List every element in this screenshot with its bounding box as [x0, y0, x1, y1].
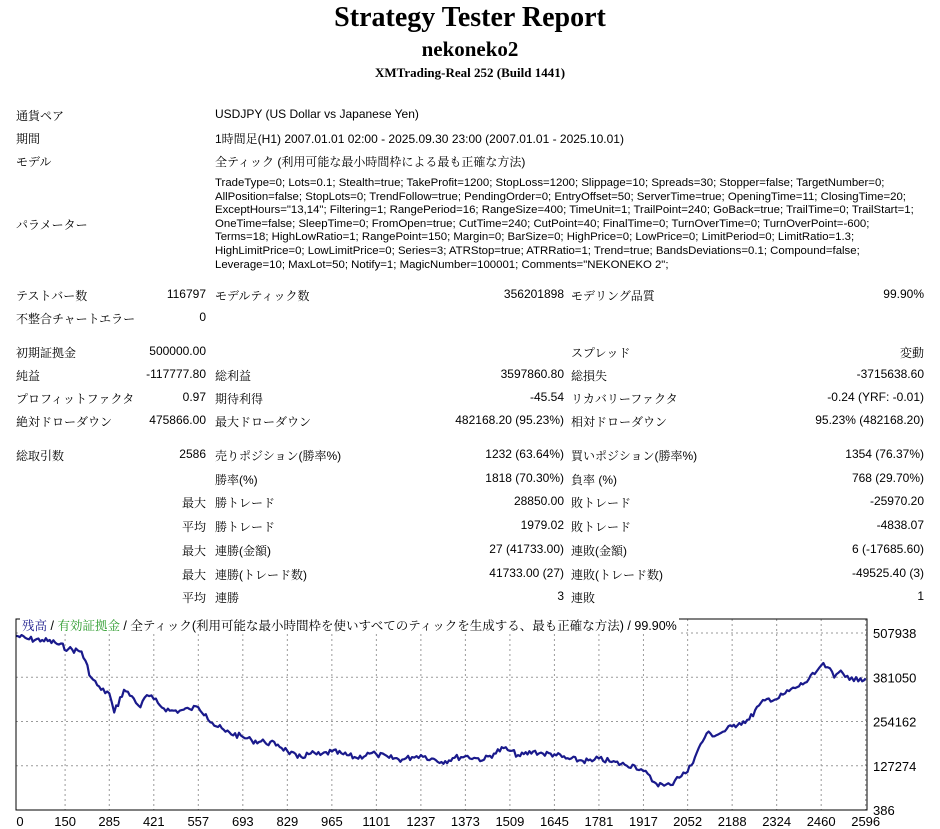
expected-payoff-value: -45.54 [529, 390, 564, 404]
legend-description: 全ティック(利用可能な最小時間枠を使いすべてのティックを生成する、最も正確な方法) / 99.90% [130, 619, 677, 633]
model-value: 全ティック (利用可能な最小時間枠による最も正確な方法) [215, 155, 526, 169]
spread-label: スプレッド [571, 346, 631, 360]
netprofit-label: 純益 [16, 369, 41, 383]
loss-trades-value: 768 (29.70%) [851, 471, 924, 485]
x-tick-label: 1645 [539, 814, 569, 829]
grossloss-value: -3715638.60 [856, 367, 924, 381]
x-tick-label: 1509 [495, 814, 525, 829]
y-tick-label: 254162 [873, 714, 917, 730]
y-tick-label: 381050 [873, 670, 917, 686]
model-label: モデル [16, 155, 52, 169]
y-tick-label: 507938 [873, 626, 917, 641]
quality-value: 99.90% [883, 287, 924, 301]
max-consecutive-prefix: 最大 [182, 544, 207, 558]
ticks-value: 356201898 [503, 287, 564, 301]
total-trades-value: 2586 [179, 447, 206, 461]
x-tick-label: 1373 [450, 814, 480, 829]
average-consecutive-prefix: 平均 [182, 591, 207, 605]
profit-trades-value: 1818 (70.30%) [485, 471, 564, 485]
parameters-value: TradeType=0; Lots=0.1; Stealth=true; TakeProfit=1200; StopLoss=1200; Slippage=10; Spreads=30; Stopper=false; TargetNumber=0; AllPosition=false; StopLots=0; TrendFollow=true; PendingOrder=0; EntryOffset=50; ServerTime=true; OpeningTime=11; ClosingTime=20; ExceptHours="13,14"; Filtering=1; RangePeriod=16; RangeSize=400; TimeUnit=1; TrailPoint=240; GoBack=true; TrailTime=0; TrailStart=1; OneTime=false; SleepTime=0; FromOpen=true; CutTime=240; CutPoint=40; FinalTime=0; TurnOverTime=0; TurnOverPoint=-600; Terms=18; HighLowRatio=1; RangePoint=150; Margin=0; BarSize=0; HighPrice=0; LowPrice=0; LimitPeriod=0; LimitRatio=1.3; HighLimitPrice=0; LowLimitPrice=0; Series=3; ATRStop=true; ATRRatio=1; Trend=true; BandsDeviations=0.1; Compound=false; Leverage=10; MaxLot=50; Notify=1; MagicNumber=100001; Comments="NEKONEKO 2"; [215, 177, 914, 271]
max-consecutive-count-prefix: 最大 [182, 568, 207, 582]
average-win-label: 勝トレード [215, 520, 276, 534]
consecutive-loss-value: -49525.40 (3) [851, 566, 924, 580]
x-tick-label: 1917 [628, 814, 658, 829]
consecutive-profit-value: 41733.00 (27) [489, 566, 564, 580]
short-positions-value: 1232 (63.64%) [485, 447, 564, 461]
expected-payoff-label: 期待利得 [215, 392, 264, 406]
largest-win-value: 28850.00 [513, 494, 564, 508]
spread-value: 変動 [899, 346, 924, 360]
consecutive-profit-label: 連勝(トレード数) [215, 568, 307, 582]
x-tick-label: 693 [231, 814, 254, 829]
balance-line [16, 635, 866, 786]
y-tick-label: 127274 [873, 758, 917, 774]
consecutive-loss-label: 連敗(トレード数) [571, 568, 663, 582]
largest-win-label: 勝トレード [215, 496, 276, 510]
x-tick-label: 2188 [717, 814, 747, 829]
mismatch-label: 不整合チャートエラー [16, 312, 136, 326]
x-tick-label: 829 [276, 814, 299, 829]
x-tick-label: 1101 [362, 814, 391, 829]
x-tick-label: 150 [54, 814, 76, 829]
x-tick-label: 285 [98, 814, 121, 829]
x-tick-label: 2596 [851, 814, 881, 829]
symbol-label: 通貨ペア [16, 109, 65, 123]
grossloss-label: 総損失 [571, 369, 608, 383]
server-info: XMTrading-Real 252 (Build 1441) [374, 65, 566, 80]
consecutive-losses-label: 連敗(金額) [571, 544, 627, 558]
x-axis-labels [16, 814, 880, 829]
recovery-label: リカバリーファクタ [571, 392, 678, 406]
x-tick-label: 1781 [584, 814, 614, 829]
expert-name: nekoneko2 [421, 37, 519, 61]
consecutive-losses-value: 6 (-17685.60) [851, 542, 924, 556]
chart-frame [16, 619, 867, 810]
x-tick-label: 2052 [673, 814, 703, 829]
x-tick-label: 965 [321, 814, 343, 829]
average-loss-label: 敗トレード [571, 520, 632, 534]
relative-dd-label: 相対ドローダウン [571, 415, 668, 429]
netprofit-value: -117777.80 [146, 367, 206, 381]
average-prefix: 平均 [182, 520, 207, 534]
grossprofit-value: 3597860.80 [500, 367, 564, 381]
absolute-dd-value: 475866.00 [149, 413, 206, 427]
quality-label: モデリング品質 [571, 289, 655, 303]
x-tick-label: 0 [16, 814, 24, 829]
largest-loss-label: 敗トレード [571, 496, 632, 510]
avg-consecutive-wins-label: 連勝 [215, 591, 240, 605]
profitfactor-value: 0.97 [182, 390, 206, 404]
recovery-value: -0.24 (YRF: -0.01) [827, 390, 924, 404]
ticks-label: モデルティック数 [215, 289, 310, 303]
avg-consecutive-wins-value: 3 [557, 589, 564, 603]
consecutive-wins-label: 連勝(金額) [215, 544, 271, 558]
x-tick-label: 2460 [806, 814, 836, 829]
mismatch-value: 0 [199, 310, 206, 324]
legend-separator: / [47, 619, 58, 633]
consecutive-wins-value: 27 (41733.00) [489, 542, 564, 556]
largest-loss-value: -25970.20 [869, 494, 924, 508]
average-win-value: 1979.02 [520, 518, 564, 532]
chart-legend [20, 616, 679, 634]
total-trades-label: 総取引数 [16, 449, 65, 463]
x-tick-label: 2324 [762, 814, 792, 829]
x-tick-label: 557 [187, 814, 210, 829]
report-title: Strategy Tester Report [334, 2, 606, 33]
relative-dd-value: 95.23% (482168.20) [815, 413, 924, 427]
avg-consecutive-losses-label: 連敗 [571, 591, 596, 605]
bars-value: 116797 [166, 287, 206, 301]
largest-prefix: 最大 [182, 496, 207, 510]
symbol-value: USDJPY (US Dollar vs Japanese Yen) [215, 107, 419, 121]
legend-separator: / [119, 619, 131, 633]
legend-balance: 残高 [22, 619, 48, 633]
profit-trades-label: 勝率(%) [215, 473, 258, 487]
chart-grid [16, 619, 867, 810]
balance-chart [15, 614, 940, 829]
legend-equity: 有効証拠金 [57, 619, 120, 633]
maximal-dd-label: 最大ドローダウン [215, 415, 312, 429]
maximal-dd-value: 482168.20 (95.23%) [455, 413, 564, 427]
short-positions-label: 売りポジション(勝率%) [215, 449, 342, 463]
absolute-dd-label: 絶対ドローダウン [16, 415, 113, 429]
avg-consecutive-losses-value: 1 [917, 589, 924, 603]
y-tick-label: 386 [873, 803, 895, 818]
period-value: 1時間足(H1) 2007.01.01 02:00 - 2025.09.30 23:00 (2007.01.01 - 2025.10.01) [215, 132, 624, 146]
x-tick-label: 421 [142, 814, 165, 829]
bars-label: テストバー数 [16, 289, 88, 303]
loss-trades-label: 負率 (%) [571, 473, 617, 487]
grossprofit-label: 総利益 [215, 369, 252, 383]
balance-chart-svg [15, 614, 940, 829]
long-positions-value: 1354 (76.37%) [845, 447, 924, 461]
y-axis-labels [873, 626, 916, 818]
deposit-value: 500000.00 [149, 344, 206, 358]
long-positions-label: 買いポジション(勝率%) [571, 449, 698, 463]
deposit-label: 初期証拠金 [16, 346, 77, 360]
parameters-label: パラメーター [16, 218, 88, 232]
average-loss-value: -4838.07 [876, 518, 924, 532]
profitfactor-label: プロフィットファクタ [16, 392, 135, 406]
period-label: 期間 [16, 132, 41, 146]
x-tick-label: 1237 [406, 814, 436, 829]
